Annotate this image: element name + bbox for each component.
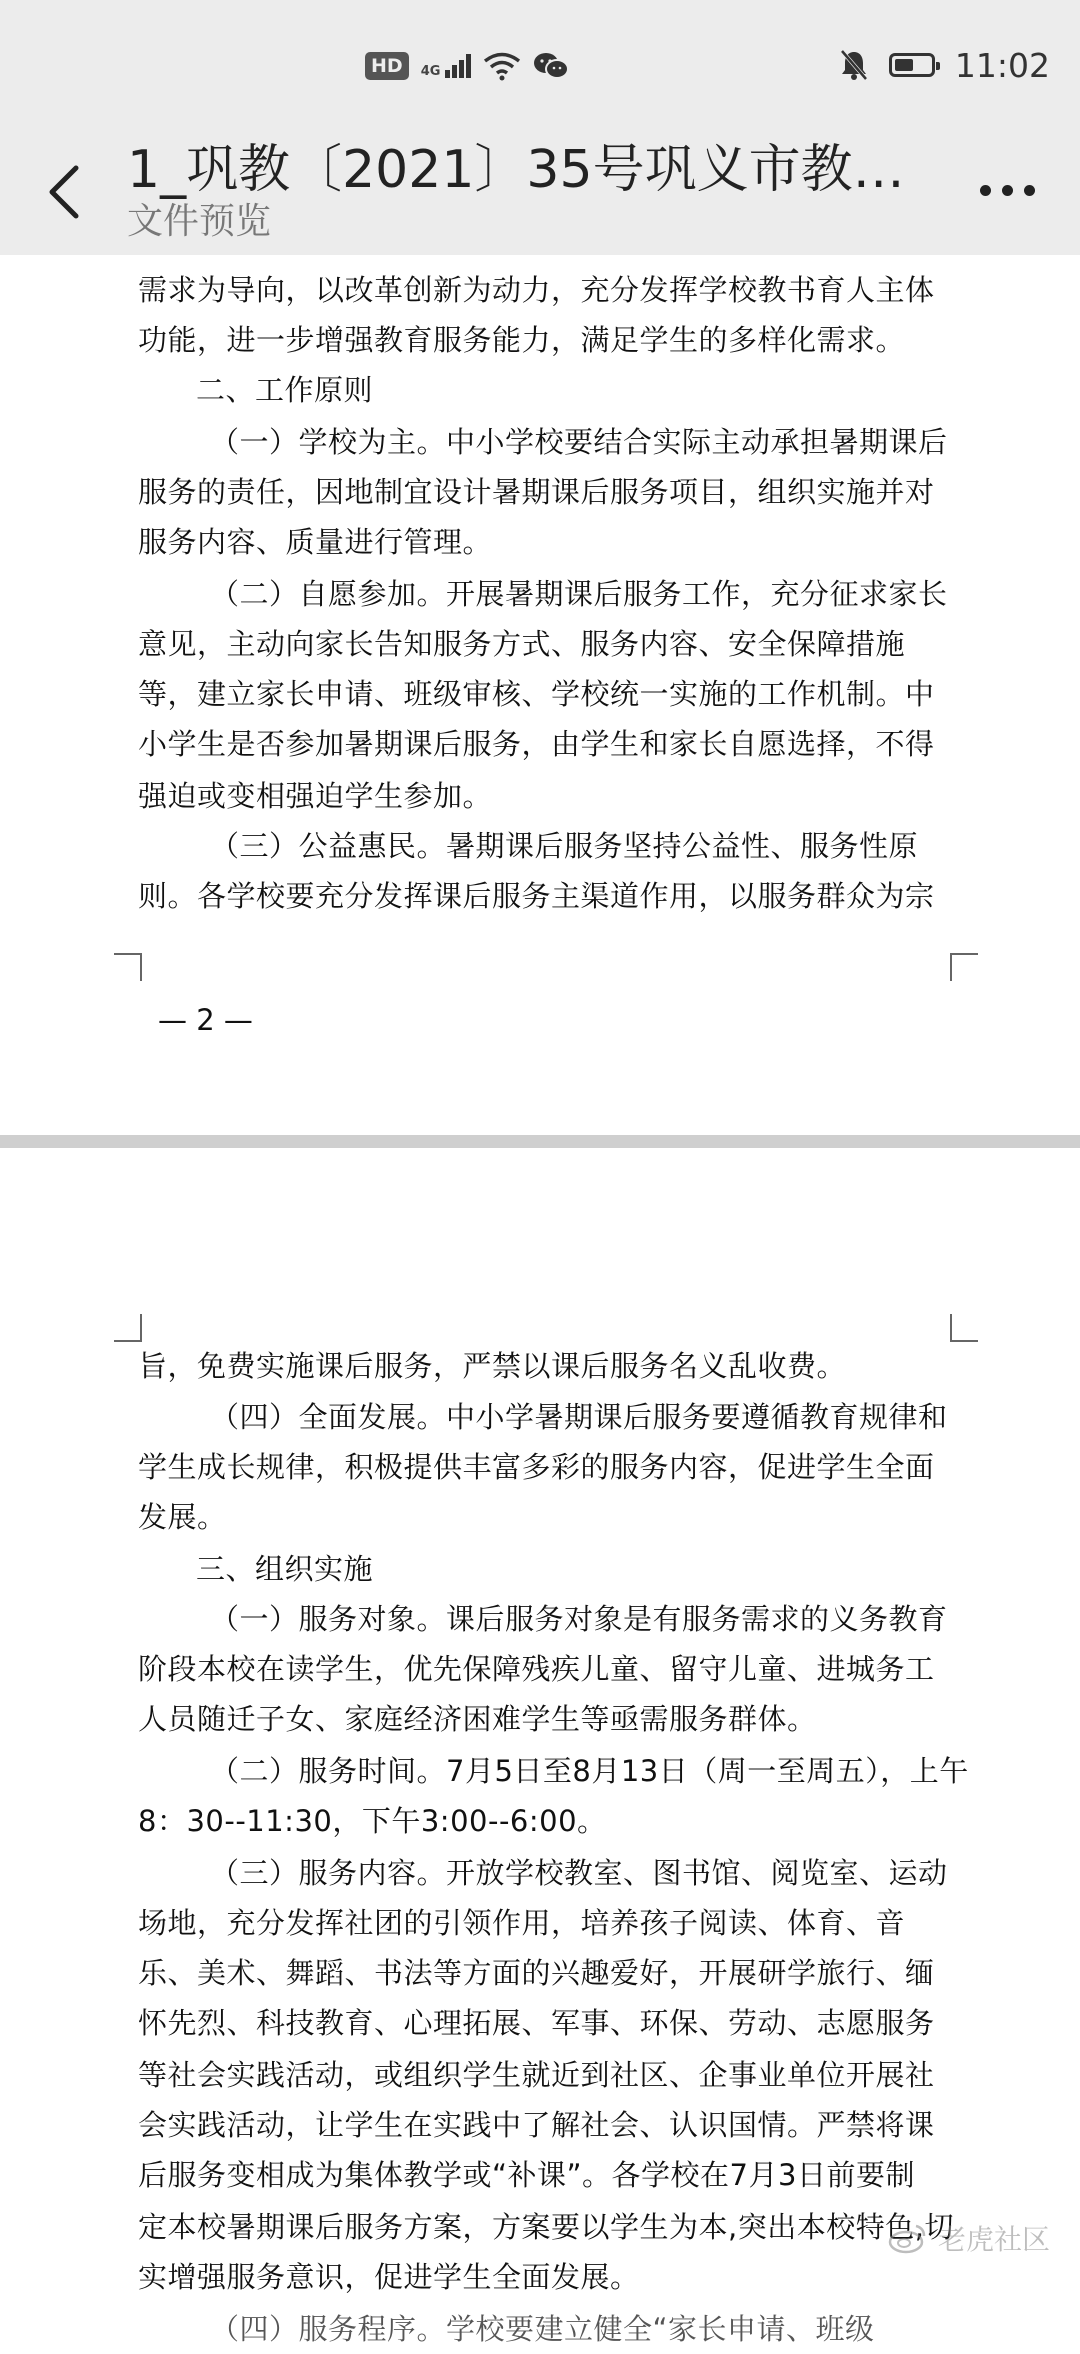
- app-header: [0, 120, 1080, 255]
- document-title: 1_巩教〔2021〕35号巩义市教…: [127, 140, 905, 200]
- doc-line: 定本校暑期课后服务方案，方案要以学生为本,突出本校特色,切: [138, 2210, 954, 2244]
- doc-line-partial: （四）服务程序。学校要建立健全“家长申请、班级: [210, 2312, 875, 2346]
- doc-line: （三）公益惠民。暑期课后服务坚持公益性、服务性原: [210, 829, 919, 863]
- section-heading: 三、组织实施: [196, 1552, 374, 1586]
- doc-line: 小学生是否参加暑期课后服务，由学生和家长自愿选择，不得: [138, 727, 935, 761]
- doc-line: 会实践活动，让学生在实践中了解社会、认识国情。严禁将课: [138, 2108, 935, 2142]
- document-subtitle: 文件预览: [127, 201, 272, 242]
- page-corner-mark: [950, 953, 978, 981]
- doc-line: 需求为导向，以改革创新为动力，充分发挥学校教书育人主体: [138, 273, 935, 307]
- doc-line: 服务的责任，因地制宜设计暑期课后服务项目，组织实施并对: [138, 475, 935, 509]
- doc-line: 场地，充分发挥社团的引领作用，培养孩子阅读、体育、音: [138, 1906, 906, 1940]
- doc-line: 后服务变相成为集体教学或“补课”。各学校在7月3日前要制: [138, 2158, 915, 2192]
- battery-icon: [889, 53, 935, 77]
- doc-line: 发展。: [138, 1500, 227, 1534]
- doc-line: 意见，主动向家长告知服务方式、服务内容、安全保障措施: [138, 627, 906, 661]
- more-icon-dot: [1002, 185, 1013, 196]
- page-corner-mark: [114, 953, 142, 981]
- doc-line: 乐、美术、舞蹈、书法等方面的兴趣爱好，开展研学旅行、缅: [138, 1956, 935, 1990]
- section-heading: 二、工作原则: [196, 373, 374, 407]
- doc-line: 功能，进一步增强教育服务能力，满足学生的多样化需求。: [138, 323, 906, 357]
- doc-line: （一）服务对象。课后服务对象是有服务需求的义务教育: [210, 1602, 948, 1636]
- status-icons-right: [839, 40, 1050, 90]
- doc-line: 怀先烈、科技教育、心理拓展、军事、环保、劳动、志愿服务: [138, 2006, 935, 2040]
- page-separator: [0, 1135, 1080, 1148]
- doc-line: 强迫或变相强迫学生参加。: [138, 779, 493, 813]
- doc-line: （一）学校为主。中小学校要结合实际主动承担暑期课后: [210, 425, 948, 459]
- doc-line: 服务内容、质量进行管理。: [138, 525, 493, 559]
- doc-line: 则。各学校要充分发挥课后服务主渠道作用，以服务群众为宗: [138, 879, 935, 913]
- wifi-icon: [483, 51, 521, 81]
- doc-line: （四）全面发展。中小学暑期课后服务要遵循教育规律和: [210, 1400, 948, 1434]
- back-button[interactable]: [40, 150, 90, 230]
- mute-icon: [839, 49, 869, 81]
- doc-line: （二）自愿参加。开展暑期课后服务工作，充分征求家长: [210, 577, 948, 611]
- doc-line: 等，建立家长申请、班级审核、学校统一实施的工作机制。中: [138, 677, 935, 711]
- doc-line: 学生成长规律，积极提供丰富多彩的服务内容，促进学生全面: [138, 1450, 935, 1484]
- watermark-text: 老虎社区: [937, 2223, 1050, 2256]
- doc-line: 人员随迁子女、家庭经济困难学生等亟需服务群体。: [138, 1702, 817, 1736]
- signal-icon: [421, 54, 472, 78]
- wechat-icon: [533, 51, 569, 81]
- doc-line: （二）服务时间。7月5日至8月13日（周一至周五），上午: [210, 1754, 969, 1788]
- hd-badge: HD: [365, 52, 409, 80]
- status-bar: [0, 0, 1080, 120]
- page-number: — 2 —: [158, 1003, 253, 1037]
- back-icon: [40, 150, 90, 230]
- weibo-icon: [888, 2222, 928, 2254]
- doc-line: 旨，免费实施课后服务，严禁以课后服务名义乱收费。: [138, 1349, 847, 1383]
- doc-line: 阶段本校在读学生，优先保障残疾儿童、留守儿童、进城务工: [138, 1652, 935, 1686]
- doc-line: 实增强服务意识，促进学生全面发展。: [138, 2260, 640, 2294]
- doc-line: （三）服务内容。开放学校教室、图书馆、阅览室、运动: [210, 1856, 948, 1890]
- page-corner-mark: [950, 1314, 978, 1342]
- doc-line: 8：30--11:30，下午3:00--6:00。: [138, 1804, 607, 1838]
- document-page-2[interactable]: [0, 1148, 1080, 2346]
- status-time: 11:02: [954, 45, 1050, 85]
- page-corner-mark: [114, 1314, 142, 1342]
- status-icons-center: [365, 46, 569, 86]
- watermark: [888, 2218, 1050, 2258]
- more-icon-dot: [1024, 185, 1035, 196]
- more-button[interactable]: [980, 170, 1040, 210]
- doc-line: 等社会实践活动，或组织学生就近到社区、企事业单位开展社: [138, 2058, 935, 2092]
- network-type-label: 4G: [420, 64, 441, 79]
- document-page-1[interactable]: [0, 255, 1080, 1135]
- more-icon-dot: [980, 185, 991, 196]
